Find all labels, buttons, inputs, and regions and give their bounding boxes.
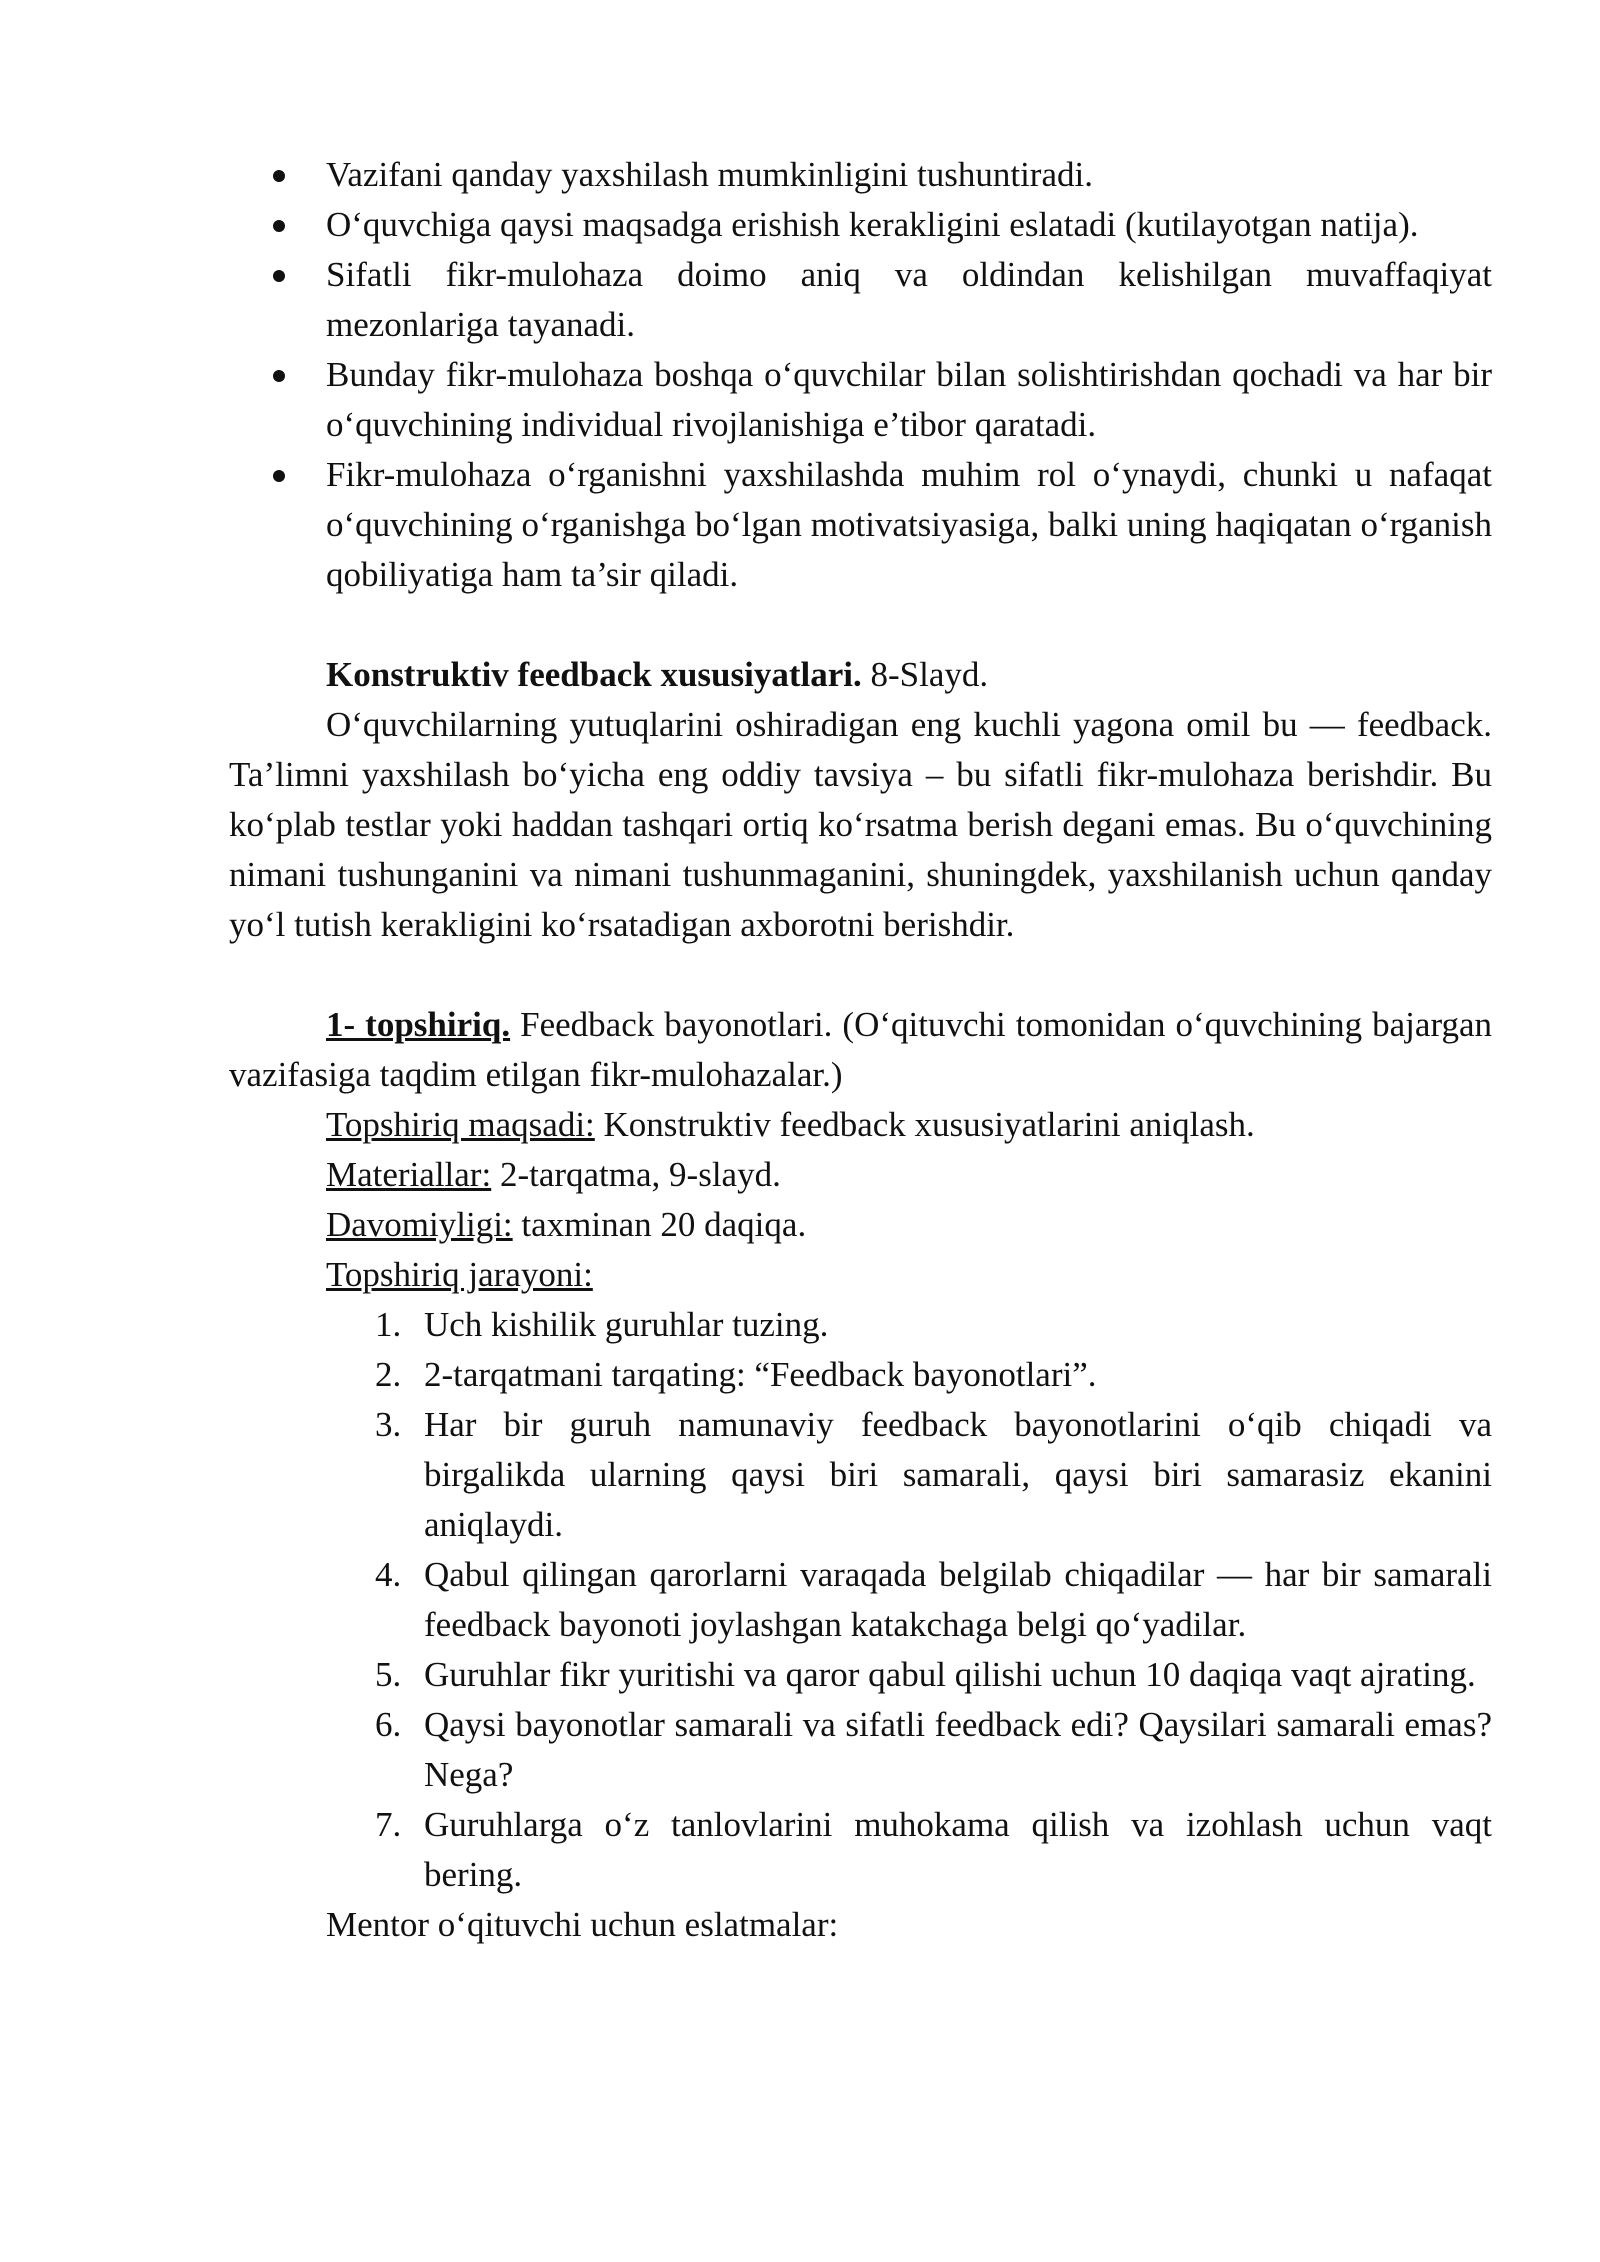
step-text: Qabul qilingan qarorlarni varaqada belgilab chiqadilar — har bir samarali feedback bayonoti joylashgan katakchaga belgi qo‘yadilar. bbox=[424, 1555, 1492, 1644]
slide-reference: 8-Slayd. bbox=[861, 655, 989, 694]
step-item bbox=[375, 1400, 1492, 1550]
step-item bbox=[375, 1800, 1492, 1900]
task-steps-list bbox=[229, 1300, 1492, 1900]
task-goal-line bbox=[229, 1100, 1492, 1150]
step-text: Qaysi bayonotlar samarali va sifatli feedback edi? Qaysilari samarali emas? Nega? bbox=[424, 1705, 1492, 1794]
task-goal-label: Topshiriq maqsadi: bbox=[326, 1105, 595, 1144]
task-duration-label: Davomiyligi: bbox=[326, 1205, 513, 1244]
step-number: 3. bbox=[375, 1405, 402, 1444]
step-number: 6. bbox=[375, 1705, 402, 1744]
bullet-item: Bunday fikr-mulohaza boshqa o‘quvchilar bilan solishtirishdan qochadi va har bir o‘quvchining individual rivojlanishiga e’tibor qaratadi. bbox=[326, 350, 1492, 450]
step-item bbox=[375, 1300, 1492, 1350]
step-item bbox=[375, 1700, 1492, 1800]
task-label: 1- topshiriq. bbox=[326, 1005, 511, 1044]
task-duration-line bbox=[229, 1200, 1492, 1250]
task-goal-value: Konstruktiv feedback xususiyatlarini aniqlash. bbox=[594, 1105, 1255, 1144]
step-item bbox=[375, 1550, 1492, 1650]
task-materials-line bbox=[229, 1150, 1492, 1200]
task-title: Feedback bayonotlari. (O‘qituvchi tomonidan o‘quvchining bajargan vazifasiga taqdim etilgan fikr-mulohazalar.) bbox=[229, 1005, 1492, 1094]
step-item bbox=[375, 1650, 1492, 1700]
task-process-label: Topshiriq jarayoni: bbox=[326, 1255, 593, 1294]
bullet-item: Fikr-mulohaza o‘rganishni yaxshilashda muhim rol o‘ynaydi, chunki u nafaqat o‘quvchining o‘rganishga bo‘lgan motivatsiyasiga, balki uning haqiqatan o‘rganish qobiliyatiga ham ta’sir qiladi. bbox=[326, 450, 1492, 600]
task-materials-value: 2-tarqatma, 9-slayd. bbox=[491, 1155, 781, 1194]
step-text: Guruhlarga o‘z tanlovlarini muhokama qilish va izohlash uchun vaqt bering. bbox=[424, 1805, 1492, 1894]
step-text: Guruhlar fikr yuritishi va qaror qabul qilishi uchun 10 daqiqa vaqt ajrating. bbox=[424, 1655, 1476, 1694]
spacer bbox=[229, 600, 1492, 650]
section-heading-line bbox=[229, 650, 1492, 700]
step-text: 2-tarqatmani tarqating: “Feedback bayonotlari”. bbox=[424, 1355, 1097, 1394]
step-number: 2. bbox=[375, 1355, 402, 1394]
task-title-line bbox=[229, 1000, 1492, 1100]
step-number: 1. bbox=[375, 1305, 402, 1344]
section-heading: Konstruktiv feedback xususiyatlari. bbox=[326, 655, 862, 694]
step-text: Uch kishilik guruhlar tuzing. bbox=[424, 1305, 829, 1344]
step-number: 5. bbox=[375, 1655, 402, 1694]
bullet-item: Sifatli fikr-mulohaza doimo aniq va oldindan kelishilgan muvaffaqiyat mezonlariga tayanadi. bbox=[326, 250, 1492, 350]
bullet-item: Vazifani qanday yaxshilash mumkinligini tushuntiradi. bbox=[326, 150, 1492, 200]
step-text: Har bir guruh namunaviy feedback bayonotlarini o‘qib chiqadi va birgalikda ularning qaysi biri samarali, qaysi biri samarasiz ekanini aniqlaydi. bbox=[424, 1405, 1492, 1544]
mentor-notes-heading: Mentor o‘qituvchi uchun eslatmalar: bbox=[326, 1905, 839, 1944]
document-page bbox=[229, 150, 1492, 1950]
step-number: 4. bbox=[375, 1555, 402, 1594]
step-item bbox=[375, 1350, 1492, 1400]
feedback-bullet-list bbox=[229, 150, 1492, 600]
section-paragraph: O‘quvchilarning yutuqlarini oshiradigan eng kuchli yagona omil bu — feedback. Ta’limni yaxshilash bo‘yicha eng oddiy tavsiya – bu sifatli fikr-mulohaza berishdir. Bu ko‘plab testlar yoki haddan tashqari ortiq ko‘rsatma berish degani emas. Bu o‘quvchining nimani tushunganini va nimani tushunmaganini, shuningdek, yaxshilanish uchun qanday yo‘l tutish kerakligini ko‘rsatadigan axborotni berishdir. bbox=[229, 705, 1492, 944]
task-materials-label: Materiallar: bbox=[326, 1155, 492, 1194]
spacer bbox=[229, 950, 1492, 1000]
task-duration-value: taxminan 20 daqiqa. bbox=[512, 1205, 807, 1244]
step-number: 7. bbox=[375, 1805, 402, 1844]
task-process-line bbox=[229, 1250, 1492, 1300]
bullet-item: O‘quvchiga qaysi maqsadga erishish kerakligini eslatadi (kutilayotgan natija). bbox=[326, 200, 1492, 250]
